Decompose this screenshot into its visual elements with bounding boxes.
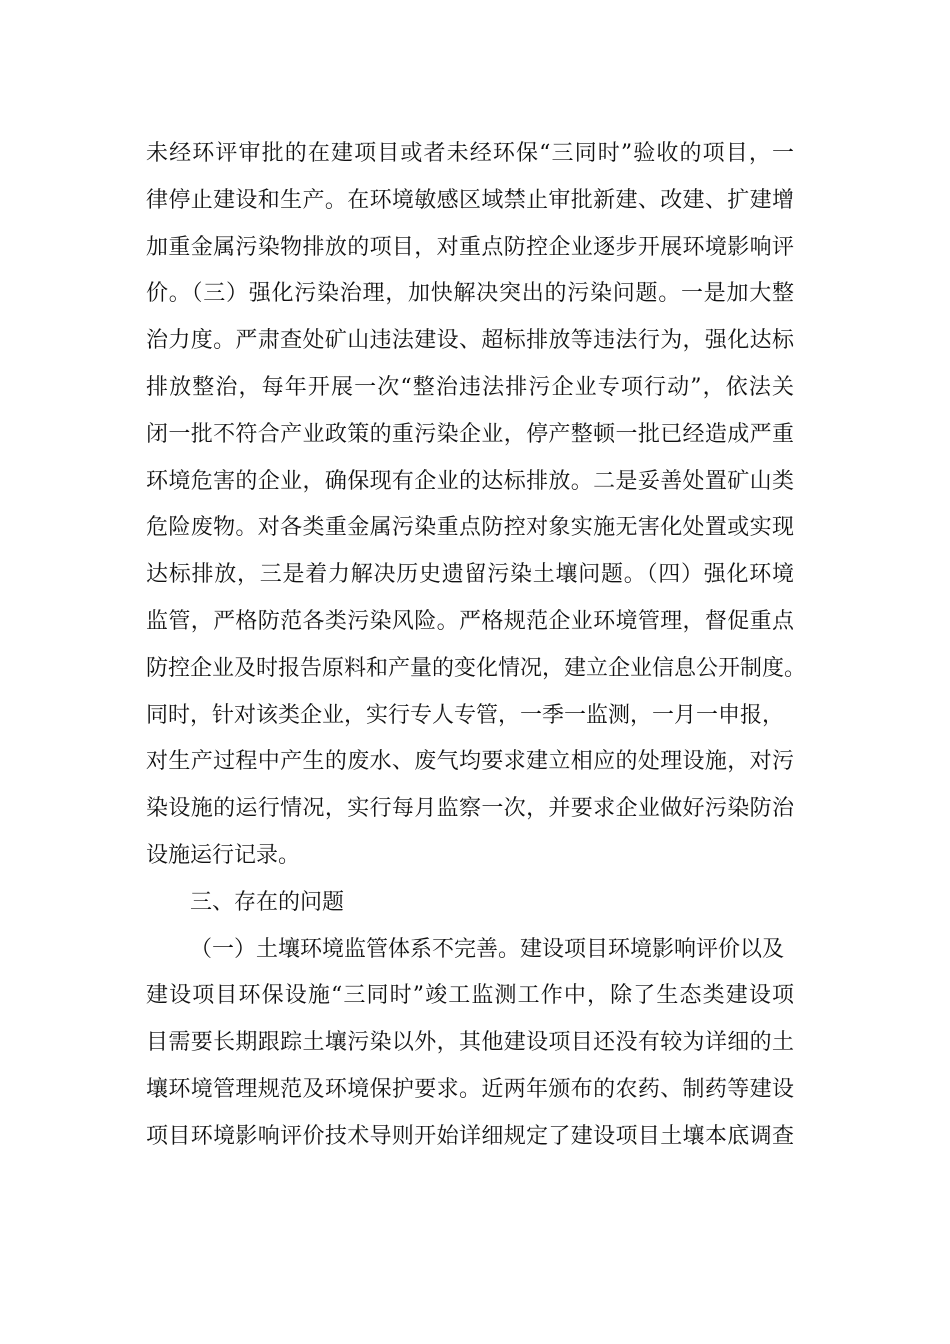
text-line: 监管，严格防范各类污染风险。严格规范企业环境管理，督促重点	[146, 608, 794, 634]
text-line: 排放整治，每年开展一次“整治违法排污企业专项行动”，依法关	[146, 374, 794, 400]
text-line: 防控企业及时报告原料和产量的变化情况，建立企业信息公开制度。	[146, 655, 807, 681]
body-text	[146, 131, 826, 1161]
text-line: 达标排放，三是着力解决历史遗留污染土壤问题。（四）强化环境	[146, 562, 794, 588]
text-line: 建设项目环保设施“三同时”竣工监测工作中，除了生态类建设项	[146, 983, 794, 1009]
text-line: 对生产过程中产生的废水、废气均要求建立相应的处理设施，对污	[146, 749, 794, 775]
text-line: 加重金属污染物排放的项目，对重点防控企业逐步开展环境影响评	[146, 234, 794, 260]
text-line: 治力度。严肃查处矿山违法建设、超标排放等违法行为，强化达标	[146, 328, 794, 354]
text-line: 律停止建设和生产。在环境敏感区域禁止审批新建、改建、扩建增	[146, 187, 794, 213]
text-line: 危险废物。对各类重金属污染重点防控对象实施无害化处置或实现	[146, 515, 794, 541]
section-heading: 三、存在的问题	[190, 889, 345, 915]
text-line: 价。（三）强化污染治理，加快解决突出的污染问题。一是加大整	[146, 281, 794, 307]
text-line: 壤环境管理规范及环境保护要求。近两年颁布的农药、制药等建设	[146, 1076, 794, 1102]
paragraph-end-line: 设施运行记录。	[146, 842, 301, 868]
text-line: 环境危害的企业，确保现有企业的达标排放。二是妥善处置矿山类	[146, 468, 794, 494]
text-line: 未经环评审批的在建项目或者未经环保“三同时”验收的项目，一	[146, 141, 794, 166]
text-line: 同时，针对该类企业，实行专人专管，一季一监测，一月一申报，	[146, 702, 785, 728]
paragraph-start-line: （一）土壤环境监管体系不完善。建设项目环境影响评价以及	[190, 936, 785, 962]
text-line: 目需要长期跟踪土壤污染以外，其他建设项目还没有较为详细的土	[146, 1030, 794, 1056]
text-line: 项目环境影响评价技术导则开始详细规定了建设项目土壤本底调查	[146, 1123, 794, 1149]
text-line: 染设施的运行情况，实行每月监察一次，并要求企业做好污染防治	[146, 796, 794, 822]
text-line: 闭一批不符合产业政策的重污染企业，停产整顿一批已经造成严重	[146, 421, 794, 447]
